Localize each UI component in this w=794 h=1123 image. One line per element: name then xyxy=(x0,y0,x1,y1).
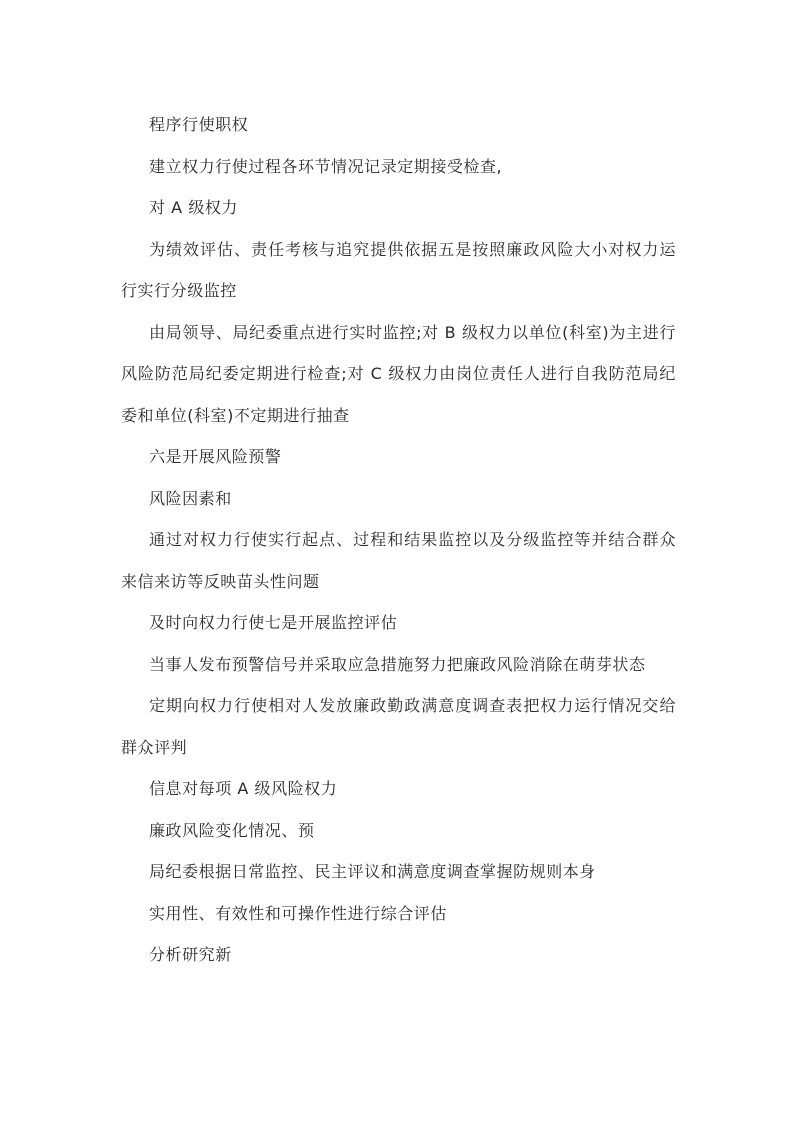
paragraph: 通过对权力行使实行起点、过程和结果监控以及分级监控等并结合群众来信来访等反映苗头性问题 xyxy=(121,530,676,591)
document-body xyxy=(121,104,676,976)
paragraph: 程序行使职权 xyxy=(149,115,249,134)
paragraph: 当事人发布预警信号并采取应急措施努力把廉政风险消除在萌芽状态 xyxy=(149,654,646,674)
paragraph: 信息对每项 A 级风险权力 xyxy=(149,779,338,798)
paragraph: 局纪委根据日常监控、民主评议和满意度调查掌握防规则本身 xyxy=(149,862,596,881)
paragraph: 及时向权力行使七是开展监控评估 xyxy=(149,613,398,632)
paragraph: 廉政风险变化情况、预 xyxy=(149,820,315,840)
paragraph: 对 A 级权力 xyxy=(149,198,238,217)
paragraph: 风险因素和 xyxy=(149,488,232,508)
paragraph: 由局领导、局纪委重点进行实时监控;对 B 级权力以单位(科室)为主进行风险防范局纪委定期进行检查;对 C 级权力由岗位责任人进行自我防范局纪委和单位(科室)不定期进行抽查 xyxy=(121,322,676,425)
paragraph: 为绩效评估、责任考核与追究提供依据五是按照廉政风险大小对权力运行实行分级监控 xyxy=(121,239,676,300)
paragraph: 六是开展风险预警 xyxy=(149,447,282,466)
paragraph: 实用性、有效性和可操作性进行综合评估 xyxy=(149,903,447,923)
paragraph: 定期向权力行使相对人发放廉政勤政满意度调查表把权力运行情况交给群众评判 xyxy=(121,696,676,757)
paragraph: 建立权力行使过程各环节情况记录定期接受检查, xyxy=(149,156,503,176)
paragraph: 分析研究新 xyxy=(149,945,232,964)
